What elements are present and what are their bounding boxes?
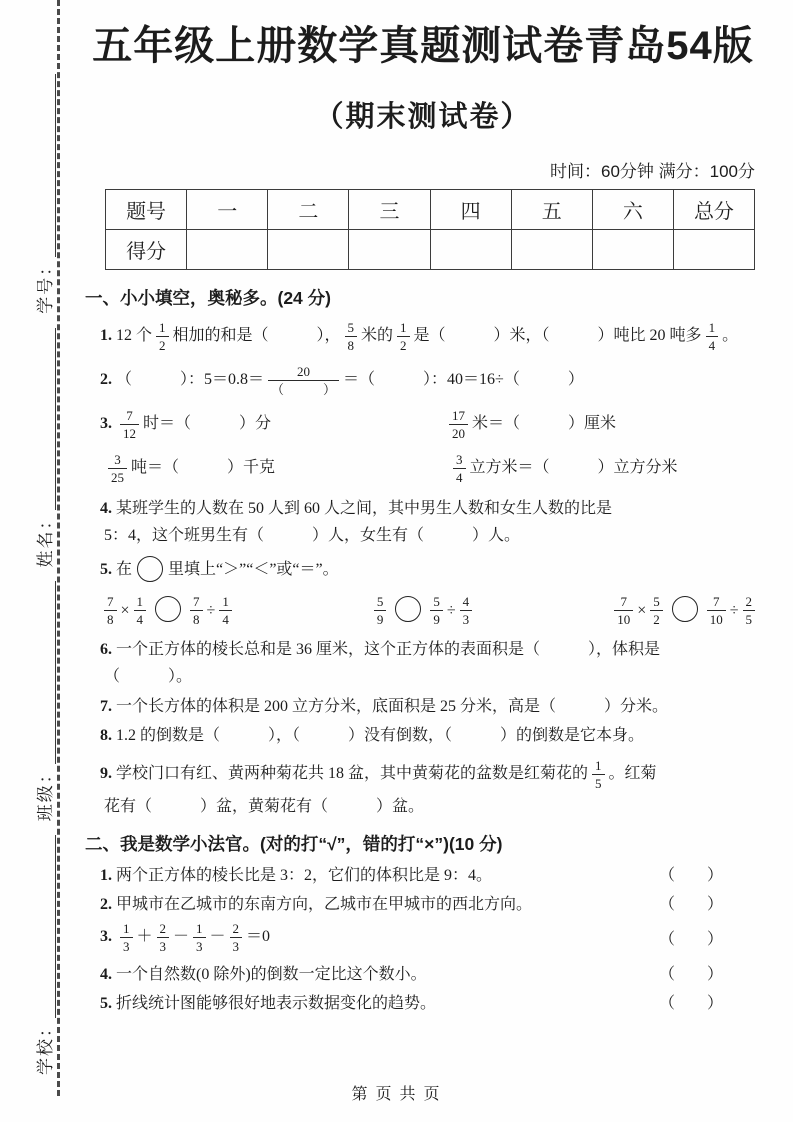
judge-answer-blank: （ ） <box>658 995 723 1012</box>
fraction-denominator: 4 <box>706 336 719 352</box>
question-3-part1: 3. $\frac{7}{12}$ 时＝（ ）分 <box>100 408 272 441</box>
paper-subtitle: （期末测试卷） <box>314 101 532 133</box>
fraction <box>108 453 127 484</box>
judge-answer-blank: （ ） <box>658 867 723 884</box>
score-table-header-cell: 三 <box>349 190 430 230</box>
fraction-numerator: 1 <box>400 320 407 335</box>
fraction-numerator: 2 <box>159 921 167 936</box>
question-5-comparisons <box>85 593 761 628</box>
question-9-line2: 花有（ ）盆，黄菊花有（ ）盆。 <box>104 798 425 815</box>
fraction-numerator: 1 <box>136 594 144 609</box>
student-info-label: 姓名： <box>36 510 56 568</box>
question-number: 1. <box>100 327 112 345</box>
fraction <box>190 595 203 626</box>
fraction <box>707 595 726 626</box>
student-info-blank-line <box>52 835 56 1018</box>
judge-answer-blank: （ ） <box>658 966 723 983</box>
fraction <box>430 595 443 626</box>
judge-answer-blank: （ ） <box>658 896 723 913</box>
judge-item-text: 2. 甲城市在乙城市的东南方向，乙城市在甲城市的西北方向。 <box>100 896 533 913</box>
fraction-denominator: 4 <box>453 468 466 484</box>
fraction-numerator: 1 <box>708 320 716 335</box>
fraction-numerator: 5 <box>376 594 384 609</box>
fraction-numerator: 2 <box>232 921 240 936</box>
fraction-numerator: 7 <box>107 594 114 609</box>
fraction <box>156 321 169 352</box>
student-info-field <box>37 568 56 822</box>
section1-heading: 一、小小填空，奥秘多。(24 分) <box>85 288 331 308</box>
paper-content <box>85 0 761 1013</box>
fraction-denominator: 8 <box>345 336 358 352</box>
exam-time-score-info: 时间：60分钟 满分：100分 <box>550 162 755 181</box>
question-number: 6. <box>100 641 112 658</box>
question-7: 7. 一个长方体的体积是 200 立方分米，底面积是 25 分米，高是（ ）分米。 <box>100 698 669 715</box>
fraction-denominator: 2 <box>650 610 663 626</box>
score-table-header-cell: 总分 <box>673 190 754 230</box>
comparison-expression: $\frac{5}{9}$ $\frac{5}{9}$ ÷ $\frac{4}{3}$ <box>370 593 476 628</box>
question-4-line1: 4. 某班学生的人数在 50 人到 60 人之间，其中男生人数和女生人数的比是 <box>100 500 613 517</box>
fraction-denominator: 2 <box>397 336 410 352</box>
question-3-part3: $\frac{3}{25}$ 吨＝（ ）千克 <box>104 451 449 486</box>
fraction-numerator: 1 <box>196 921 203 936</box>
question-number: 2. <box>100 896 112 913</box>
fraction-denominator: 8 <box>104 610 117 626</box>
fraction-numerator: 5 <box>433 594 440 609</box>
question-number: 8. <box>100 727 112 744</box>
question-number: 3. <box>100 415 112 433</box>
question-number: 4. <box>100 500 112 517</box>
question-5: 5. 在 里填上“＞”“＜”或“＝”。 <box>85 556 761 585</box>
comparison-circle <box>137 556 163 582</box>
judge-item <box>85 891 761 914</box>
fraction-denominator: 25 <box>108 468 127 484</box>
question-3-part4: $\frac{3}{4}$ 立方米＝（ ）立方分米 <box>449 451 678 486</box>
judge-item-text: 1. 两个正方体的棱长比是 3：2，它们的体积比是 9：4。 <box>100 867 493 884</box>
score-table-header-cell: 题号 <box>106 190 187 230</box>
student-info-blank-line <box>52 328 56 511</box>
judge-item <box>85 862 761 885</box>
fraction <box>219 595 232 626</box>
student-info-column <box>6 60 56 1075</box>
fraction-denominator: 12 <box>120 424 139 440</box>
comparison-expression: $\frac{7}{10}$ × $\frac{5}{2}$ $\frac{7}{10}$ ÷ $\frac{2}{5}$ <box>610 593 759 628</box>
fraction-numerator: 17 <box>452 408 465 423</box>
score-table-header-cell: 五 <box>511 190 592 230</box>
fraction <box>157 922 170 953</box>
comparison-circle <box>395 596 421 622</box>
fraction-denominator: 2 <box>156 336 169 352</box>
fraction <box>449 409 468 440</box>
question-6-line1: 6. 一个正方体的棱长总和是 36 厘米，这个正方体的表面积是（ ），体积是 <box>100 641 661 658</box>
fraction-numerator: 2 <box>745 594 752 609</box>
fraction-denominator: 3 <box>193 937 206 953</box>
fraction <box>193 922 206 953</box>
judge-item-text: 3. $\frac{1}{3}$ ＋ $\frac{2}{3}$ － $\frac{1}{3}$ － $\frac{2}{3}$ ＝0 <box>100 921 271 954</box>
fraction <box>592 759 605 790</box>
comparison-expression: $\frac{7}{8}$ × $\frac{1}{4}$ $\frac{7}{8}$ ÷ $\frac{1}{4}$ <box>100 593 236 628</box>
comparison-circle <box>672 596 698 622</box>
fraction <box>706 321 719 352</box>
fraction <box>397 321 410 352</box>
fraction <box>230 922 243 953</box>
judge-item <box>85 961 761 984</box>
score-table <box>105 189 755 270</box>
student-info-blank-line <box>52 74 56 257</box>
score-table-header-cell: 四 <box>430 190 511 230</box>
question-number: 5. <box>100 561 112 579</box>
student-info-field <box>37 314 56 568</box>
fraction-numerator: 1 <box>159 320 166 335</box>
score-table-header-cell: 二 <box>268 190 349 230</box>
judge-item-text: 4. 一个自然数(0 除外)的倒数一定比这个数小。 <box>100 966 427 983</box>
question-3-row1 <box>85 407 761 442</box>
fraction-denominator: 3 <box>157 937 170 953</box>
judge-item <box>85 990 761 1013</box>
fraction-numerator: 5 <box>347 320 355 335</box>
judge-answer-blank: （ ） <box>658 931 723 948</box>
fraction-denominator: 4 <box>219 610 232 626</box>
fraction <box>460 595 473 626</box>
question-number: 9. <box>100 765 112 783</box>
score-empty-cell <box>430 230 511 270</box>
fraction <box>743 595 756 626</box>
question-9-line1: 9. 学校门口有红、黄两种菊花共 18 盆，其中黄菊花的盆数是红菊花的 $\frac{1}{5}$ 。红菊 <box>100 758 657 791</box>
fraction-denominator: 3 <box>230 937 243 953</box>
score-empty-cell <box>187 230 268 270</box>
question-number: 4. <box>100 966 112 983</box>
student-info-field <box>37 60 56 314</box>
question-number: 2. <box>100 371 112 389</box>
fraction-numerator: 7 <box>193 594 200 609</box>
fraction <box>104 595 117 626</box>
question-2: 2. （ ）：5＝0.8＝ $\frac{20}{( )}$ ＝（ ）：40＝16÷（ ） <box>100 364 584 397</box>
fraction <box>134 595 147 626</box>
score-empty-cell <box>511 230 592 270</box>
fraction-numerator: 7 <box>126 408 133 423</box>
fraction <box>120 922 133 953</box>
section2-heading: 二、我是数学小法官。(对的打“√”，错的打“×”)(10 分) <box>85 834 503 854</box>
fraction-numerator: 7 <box>620 594 627 609</box>
fraction-denominator: 5 <box>592 774 605 790</box>
score-empty-cell <box>673 230 754 270</box>
fraction-numerator: 5 <box>653 594 660 609</box>
fraction-denominator: （ ） <box>268 380 339 396</box>
fraction-numerator: 7 <box>712 594 720 609</box>
question-4-line2: 5：4，这个班男生有（ ）人，女生有（ ）人。 <box>104 527 521 544</box>
score-label-cell: 得分 <box>106 230 187 270</box>
fraction-numerator: 1 <box>595 758 602 773</box>
fraction-denominator: 10 <box>707 610 726 626</box>
fraction-denominator: 9 <box>430 610 443 626</box>
page-footer: 第 页 共 页 <box>351 1086 442 1103</box>
student-info-field <box>37 821 56 1075</box>
fraction <box>650 595 663 626</box>
fraction <box>453 453 466 484</box>
fraction-numerator: 20 <box>297 364 311 379</box>
fraction-denominator: 10 <box>614 610 633 626</box>
fraction-denominator: 8 <box>190 610 203 626</box>
student-info-blank-line <box>52 582 56 765</box>
student-info-label: 班级： <box>36 764 56 822</box>
score-table-header-cell: 一 <box>187 190 268 230</box>
fraction-denominator: 9 <box>374 610 387 626</box>
fraction-denominator: 5 <box>743 610 756 626</box>
seal-dashed-line <box>57 0 60 1096</box>
fraction <box>120 409 139 440</box>
fraction-numerator: 3 <box>456 452 463 467</box>
score-empty-cell <box>349 230 430 270</box>
question-8: 8. 1.2 的倒数是（ ），（ ）没有倒数，（ ）的倒数是它本身。 <box>100 727 645 744</box>
comparison-circle <box>155 596 181 622</box>
fraction-numerator: 3 <box>114 452 121 467</box>
judge-item <box>85 920 761 955</box>
fraction-numerator: 1 <box>222 594 229 609</box>
question-3-row2 <box>85 451 761 486</box>
score-table-header-cell: 六 <box>592 190 673 230</box>
question-6-line2: （ ）。 <box>104 668 193 685</box>
fraction-denominator: 4 <box>134 610 147 626</box>
student-info-label: 学号： <box>36 256 56 314</box>
score-table-header-row <box>106 190 755 230</box>
section2-items <box>85 862 761 1013</box>
judge-item-text: 5. 折线统计图能够很好地表示数据变化的趋势。 <box>100 995 437 1012</box>
fraction <box>374 595 387 626</box>
question-number: 7. <box>100 698 112 715</box>
fraction-numerator: 1 <box>123 921 130 936</box>
question-3-part2: $\frac{17}{20}$ 米＝（ ）厘米 <box>445 407 616 442</box>
question-1: 1. 12 个 $\frac{1}{2}$ 相加的和是（ ）， $\frac{5}{8}$ 米的 $\frac{1}{2}$ 是（ ）米，（ ）吨比 20 吨多 $\frac{1}{4}$ 。 <box>100 320 739 353</box>
fraction <box>268 365 339 396</box>
fraction <box>614 595 633 626</box>
question-number: 5. <box>100 995 112 1012</box>
score-empty-cell <box>592 230 673 270</box>
fraction-denominator: 20 <box>449 424 468 440</box>
fraction-numerator: 4 <box>462 594 470 609</box>
paper-title: 五年级上册数学真题测试卷青岛54版 <box>92 24 754 68</box>
fraction-denominator: 3 <box>120 937 133 953</box>
score-empty-cell <box>268 230 349 270</box>
student-info-label: 学校： <box>36 1018 56 1075</box>
fraction-denominator: 3 <box>460 610 473 626</box>
score-table-score-row <box>106 230 755 270</box>
fraction <box>345 321 358 352</box>
question-number: 3. <box>100 928 112 946</box>
question-number: 1. <box>100 867 112 884</box>
